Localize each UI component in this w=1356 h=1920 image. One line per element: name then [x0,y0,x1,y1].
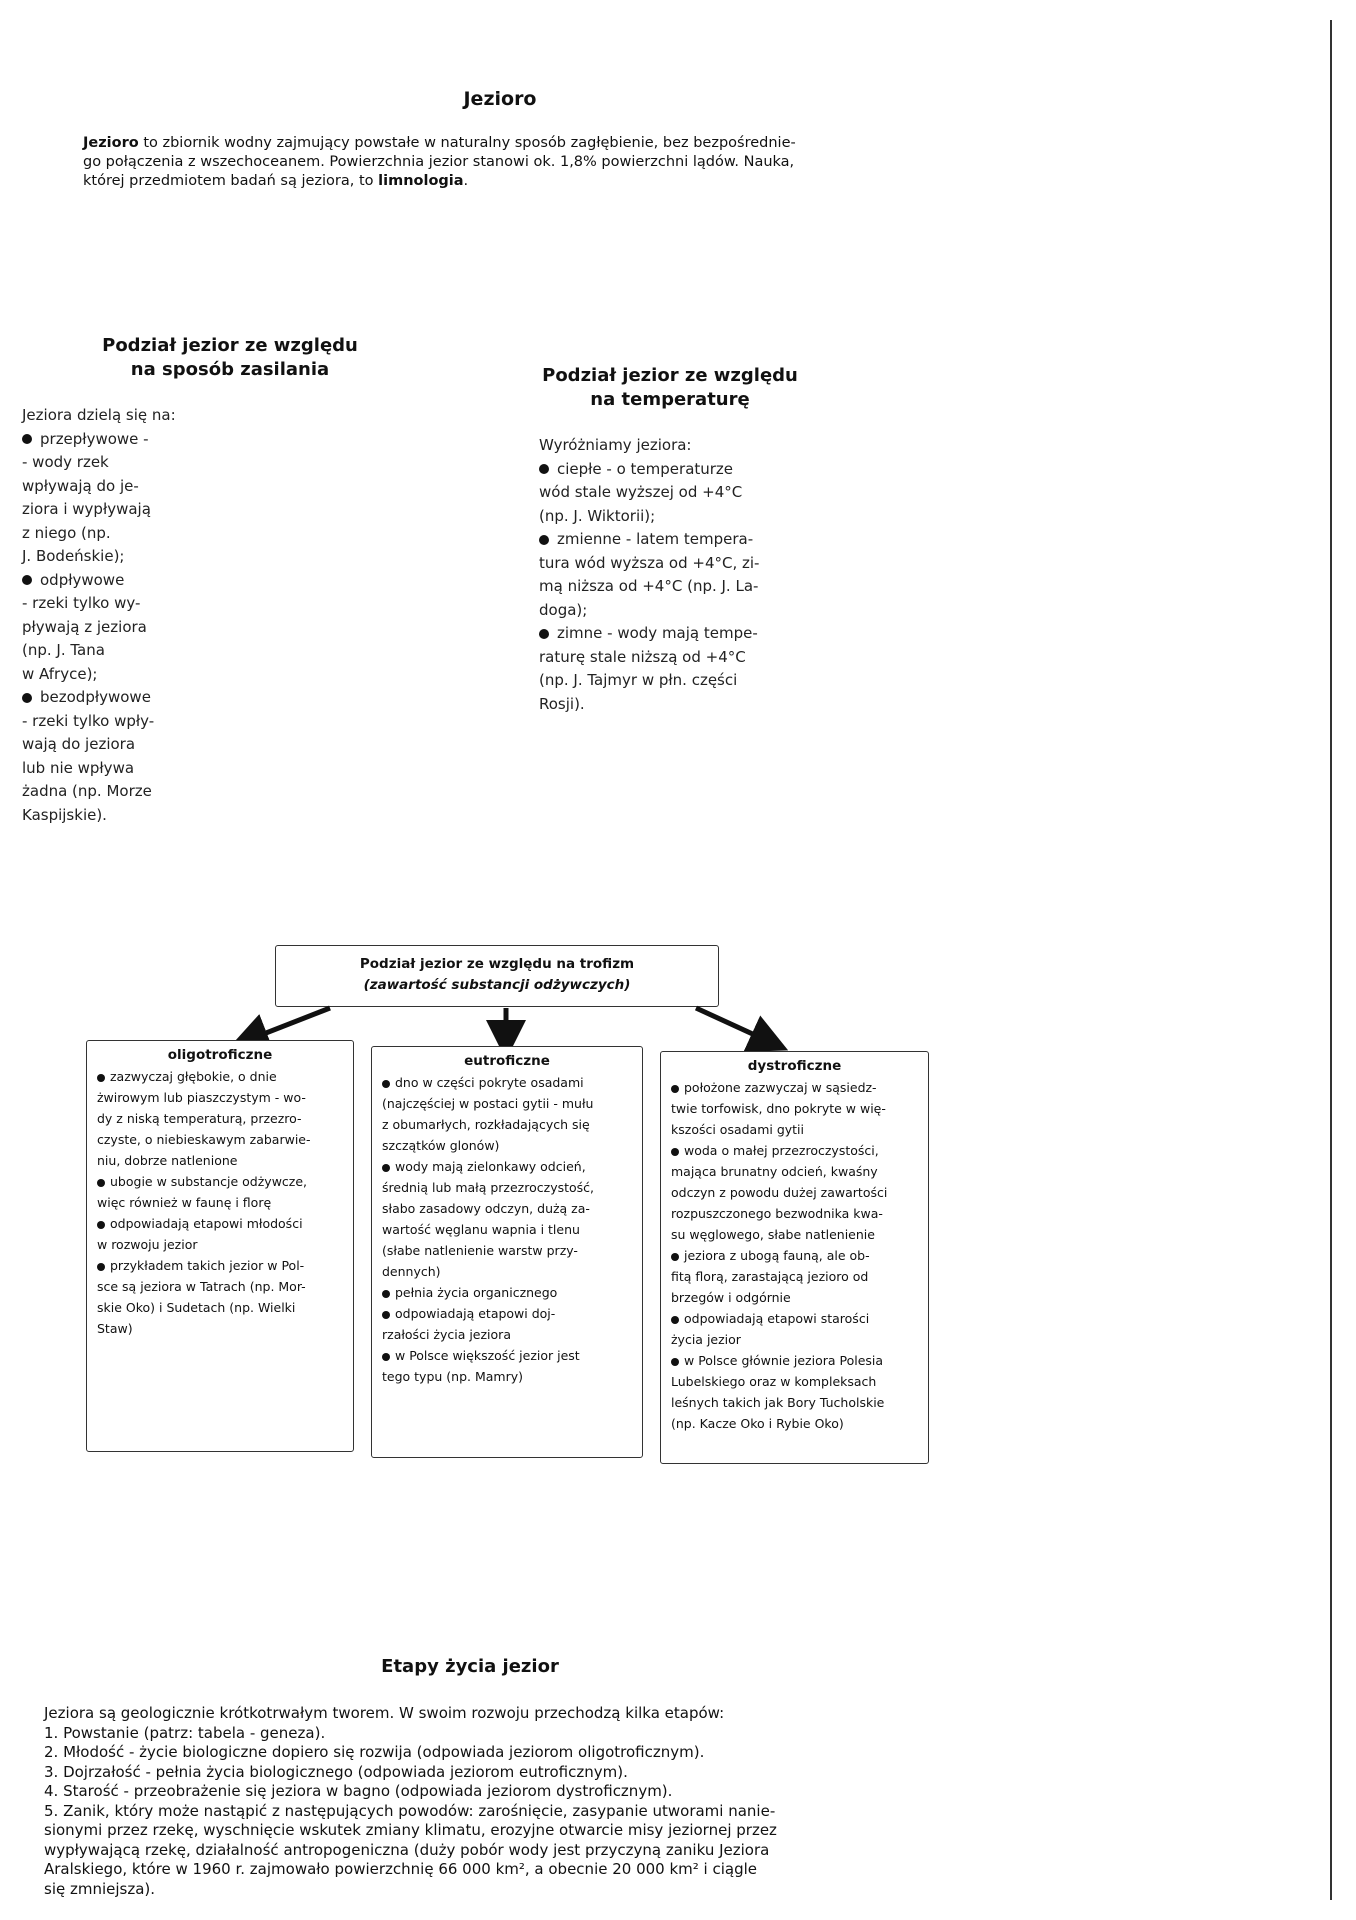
intro-term: Jezioro [83,135,139,151]
temperatura-line-text: tura wód wyższa od +4°C, zi- [539,553,760,572]
arrow-right [696,1008,770,1042]
temperatura-line-text: Rosji). [539,694,585,713]
oligotroficzne-line [97,1193,343,1213]
temperatura-line-text: raturę stale niższą od +4°C [539,647,746,666]
dystroficzne-line-text: woda o małej przezroczystości, [684,1143,879,1158]
oligotroficzne-line [97,1235,343,1255]
eutroficzne-line [382,1115,632,1135]
dystroficzne-line [671,1393,918,1413]
eutroficzne-line-text: dennych) [382,1264,441,1279]
oligotroficzne-line-text: przykładem takich jezior w Pol- [110,1258,305,1273]
dystroficzne-line [671,1099,918,1119]
temperatura-intro: Wyróżniamy jeziora: [539,436,692,454]
eutroficzne-line-text: dno w części pokryte osadami [395,1075,584,1090]
zasilanie-line-text: wpływają do je- [22,476,139,495]
dystroficzne-line-text: leśnych takich jak Bory Tucholskie [671,1395,885,1410]
page-title: Jezioro [463,88,537,110]
zasilanie-line-text: wają do jeziora [22,735,136,753]
etapy-line: Jeziora są geologicznie krótkotrwałym tworem. W swoim rozwoju przechodzą kilka etapów: [44,1704,725,1722]
scan-edge-line [1330,20,1332,1900]
dystroficzne-line-text: rozpuszczonego bezwodnika kwa- [671,1206,883,1221]
dystroficzne-line-text: twie torfowisk, dno pokryte w wię- [671,1101,886,1116]
bullet-icon [671,1316,679,1324]
dystroficzne-line-text: fitą florą, zarastającą jezioro od [671,1269,869,1284]
oligotroficzne-line-text: niu, dobrze natlenione [97,1153,238,1168]
etapy-line: 2. Młodość - życie biologiczne dopiero się rozwija (odpowiada jeziorom oligotroficznym). [44,1743,705,1761]
eutroficzne-line-text: w Polsce większość jezior jest [395,1348,580,1363]
eutroficzne-title: eutroficzne [464,1053,550,1069]
etapy-line: 1. Powstanie (patrz: tabela - geneza). [44,1723,326,1742]
bullet-icon [382,1164,390,1172]
etapy-line: 3. Dojrzałość - pełnia życia biologicznego (odpowiada jeziorom eutroficznym). [44,1762,628,1781]
eutroficzne-line [382,1262,632,1282]
oligotroficzne-line-text: więc również w faunę i florę [97,1195,272,1210]
eutroficzne-line [382,1283,632,1303]
zasilanie-line-text: przepływowe - [40,429,149,448]
zasilanie-line-text: - rzeki tylko wpły- [22,711,155,730]
intro-text-4: . [463,173,469,189]
oligotroficzne-line [97,1088,343,1108]
oligotroficzne-line [97,1298,343,1318]
dystroficzne-box [660,1051,929,1464]
eutroficzne-line-text: wody mają zielonkawy odcień, [395,1159,586,1174]
temperatura-line-text: zimne - wody mają tempe- [557,624,758,642]
dystroficzne-line-text: mająca brunatny odcień, kwaśny [671,1164,878,1179]
oligotroficzne-line [97,1067,343,1087]
zasilanie-line-text: - wody rzek [22,453,109,471]
zasilanie-line-text: bezodpływowe [40,688,151,706]
oligotroficzne-line-text: dy z niską temperaturą, przezro- [97,1111,302,1126]
bullet-icon [97,1221,105,1229]
oligotroficzne-line-text: żwirowym lub piaszczystym - wo- [97,1090,306,1105]
temperatura-line-text: mą niższa od +4°C (np. J. La- [539,577,759,595]
dystroficzne-line [671,1330,918,1350]
bullet-icon [97,1179,105,1187]
dystroficzne-line [671,1204,918,1224]
bullet-icon [97,1263,105,1271]
dystroficzne-line [671,1225,918,1245]
zasilanie-line-text: z niego (np. [22,523,111,542]
eutroficzne-line-text: szczątków glonów) [382,1138,500,1153]
etapy-list [44,1704,924,1899]
zasilanie-line-text: lub nie wpływa [22,758,135,777]
oligotroficzne-line-text: Staw) [97,1321,133,1336]
etapy-line: 5. Zanik, który może nastąpić z następujących powodów: zarośnięcie, zasypanie utworami nanie- [44,1801,776,1820]
dystroficzne-line-text: Lubelskiego oraz w kompleksach [671,1374,877,1389]
dystroficzne-line-text: jeziora z ubogą fauną, ale ob- [684,1248,870,1263]
zasilanie-line-text: pływają z jeziora [22,617,147,636]
oligotroficzne-line [97,1172,343,1192]
dystroficzne-line [671,1267,918,1287]
dystroficzne-line-text: w Polsce głównie jeziora Polesia [684,1353,884,1368]
oligotroficzne-line [97,1214,343,1234]
intro-term-2: limnologia [378,173,464,189]
zasilanie-line-text: ziora i wypływają [22,500,151,518]
oligotroficzne-line [97,1130,343,1150]
dystroficzne-line [671,1288,918,1308]
intro-text-1: to zbiornik wodny zajmujący powstałe w naturalny sposób zagłębienie, bez bezpośrednie- [138,135,796,151]
dystroficzne-line [671,1309,918,1329]
eutroficzne-line [382,1304,632,1324]
zasilanie-line-text: (np. J. Tana [22,641,105,659]
eutroficzne-line-text: pełnia życia organicznego [395,1285,558,1300]
dystroficzne-body [661,1078,928,1434]
bullet-icon [97,1074,105,1082]
eutroficzne-line [382,1157,632,1177]
temperatura-line-text: (np. J. Tajmyr w płn. części [539,671,738,689]
temperatura-line-text: doga); [539,600,588,619]
etapy-line: wypływającą rzekę, działalność antropogeniczna (duży pobór wody jest przyczyną zaniku Jeziora [44,1840,770,1859]
oligotroficzne-line [97,1319,343,1339]
eutroficzne-line-text: słabo zasadowy odczyn, dużą za- [382,1201,590,1216]
eutroficzne-line [382,1199,632,1219]
eutroficzne-line-text: średnią lub małą przezroczystość, [382,1180,595,1195]
bullet-icon [382,1311,390,1319]
dystroficzne-line [671,1372,918,1392]
zasilanie-heading-line-2: na sposób zasilania [130,359,330,380]
temperatura-line-text: ciepłe - o temperaturze [557,459,734,478]
eutroficzne-line [382,1073,632,1093]
eutroficzne-line [382,1220,632,1240]
temperatura-line-text: wód stale wyższej od +4°C [539,483,743,501]
etapy-line: 4. Starość - przeobrażenie się jeziora w bagno (odpowiada jeziorom dystroficznym). [44,1782,673,1800]
dystroficzne-line [671,1078,918,1098]
eutroficzne-line [382,1178,632,1198]
oligotroficzne-line [97,1277,343,1297]
dystroficzne-line-text: (np. Kacze Oko i Rybie Oko) [671,1416,844,1431]
dystroficzne-line [671,1246,918,1266]
etapy-line: się zmniejsza). [44,1879,156,1898]
zasilanie-line-text: odpływowe [40,570,125,589]
zasilanie-intro: Jeziora dzielą się na: [22,406,176,424]
zasilanie-line-text: Kaspijskie). [22,805,107,824]
bullet-icon [382,1290,390,1298]
dystroficzne-line-text: su węglowego, słabe natlenienie [671,1227,875,1242]
oligotroficzne-line [97,1256,343,1276]
eutroficzne-line-text: z obumarłych, rozkładających się [382,1117,590,1132]
temperatura-heading-line-1: Podział jezior ze względu [542,365,798,386]
dystroficzne-line [671,1351,918,1371]
zasilanie-line-text: w Afryce); [22,664,98,683]
bullet-icon [671,1253,679,1261]
oligotroficzne-line-text: zazwyczaj głębokie, o dnie [110,1069,277,1084]
temperatura-heading-line-2: na temperaturę [590,389,750,410]
dystroficzne-line-text: odczyn z powodu dużej zawartości [671,1185,888,1200]
oligotroficzne-title: oligotroficzne [167,1047,273,1063]
eutroficzne-line [382,1346,632,1366]
dystroficzne-line [671,1162,918,1182]
eutroficzne-line-text: (najczęściej w postaci gytii - mułu [382,1096,594,1111]
zasilanie-line-text: żadna (np. Morze [22,782,152,800]
oligotroficzne-line [97,1109,343,1129]
bullet-icon [671,1148,679,1156]
arrow-left [248,1008,330,1040]
trofizm-title-line-2: (zawartość substancji odżywczych) [363,977,631,993]
eutroficzne-line-text: (słabe natlenienie warstw przy- [382,1243,578,1258]
eutroficzne-line [382,1367,632,1387]
eutroficzne-line [382,1325,632,1345]
trofizm-title-line-1: Podział jezior ze względu na trofizm [359,956,635,972]
oligotroficzne-line-text: skie Oko) i Sudetach (np. Wielki [97,1300,296,1315]
dystroficzne-line-text: kszości osadami gytii [671,1122,805,1137]
oligotroficzne-line-text: sce są jeziora w Tatrach (np. Mor- [97,1279,306,1294]
bullet-icon [382,1080,390,1088]
dystroficzne-line-text: położone zazwyczaj w sąsiedz- [684,1080,877,1095]
etapy-heading: Etapy życia jezior [381,1656,559,1677]
dystroficzne-line [671,1414,918,1434]
eutroficzne-line-text: wartość węglanu wapnia i tlenu [382,1222,580,1237]
intro-text-2: go połączenia z wszechoceanem. Powierzchnia jezior stanowi ok. 1,8% powierzchni lądów. Nauka, [83,154,795,170]
eutroficzne-line-text: rzałości życia jeziora [382,1327,511,1342]
dystroficzne-line [671,1183,918,1203]
dystroficzne-line [671,1141,918,1161]
oligotroficzne-line-text: w rozwoju jezior [97,1237,198,1252]
eutroficzne-line [382,1241,632,1261]
zasilanie-heading-line-1: Podział jezior ze względu [102,335,358,356]
dystroficzne-line-text: odpowiadają etapowi starości [684,1311,870,1326]
eutroficzne-line [382,1094,632,1114]
eutroficzne-line [382,1136,632,1156]
eutroficzne-body [372,1073,642,1387]
zasilanie-line-text: J. Bodeńskie); [22,547,125,565]
oligotroficzne-body [87,1067,353,1339]
bullet-icon [382,1353,390,1361]
eutroficzne-box [371,1046,643,1458]
bullet-icon [671,1085,679,1093]
dystroficzne-line [671,1120,918,1140]
etapy-line: Aralskiego, które w 1960 r. zajmowało powierzchnię 66 000 km², a obecnie 20 000 km² i ciągle [44,1860,758,1878]
oligotroficzne-line-text: ubogie w substancje odżywcze, [110,1174,308,1189]
zasilanie-line-text: - rzeki tylko wy- [22,594,141,612]
oligotroficzne-box [86,1040,354,1452]
temperatura-line-text: (np. J. Wiktorii); [539,506,656,525]
temperatura-line-text: zmienne - latem tempera- [557,530,754,548]
oligotroficzne-line [97,1151,343,1171]
etapy-line: sionymi przez rzekę, wyschnięcie wskutek zmiany klimatu, erozyjne otwarcie misy jeziornej przez [44,1821,777,1839]
oligotroficzne-line-text: czyste, o niebieskawym zabarwie- [97,1132,311,1147]
dystroficzne-title: dystroficzne [747,1058,842,1074]
dystroficzne-line-text: brzegów i odgórnie [671,1290,791,1305]
eutroficzne-line-text: odpowiadają etapowi doj- [395,1306,556,1321]
dystroficzne-line-text: życia jezior [671,1332,741,1347]
bullet-icon [671,1358,679,1366]
eutroficzne-line-text: tego typu (np. Mamry) [382,1369,523,1384]
oligotroficzne-line-text: odpowiadają etapowi młodości [110,1216,303,1231]
intro-text-3: której przedmiotem badań są jeziora, to [83,173,379,189]
